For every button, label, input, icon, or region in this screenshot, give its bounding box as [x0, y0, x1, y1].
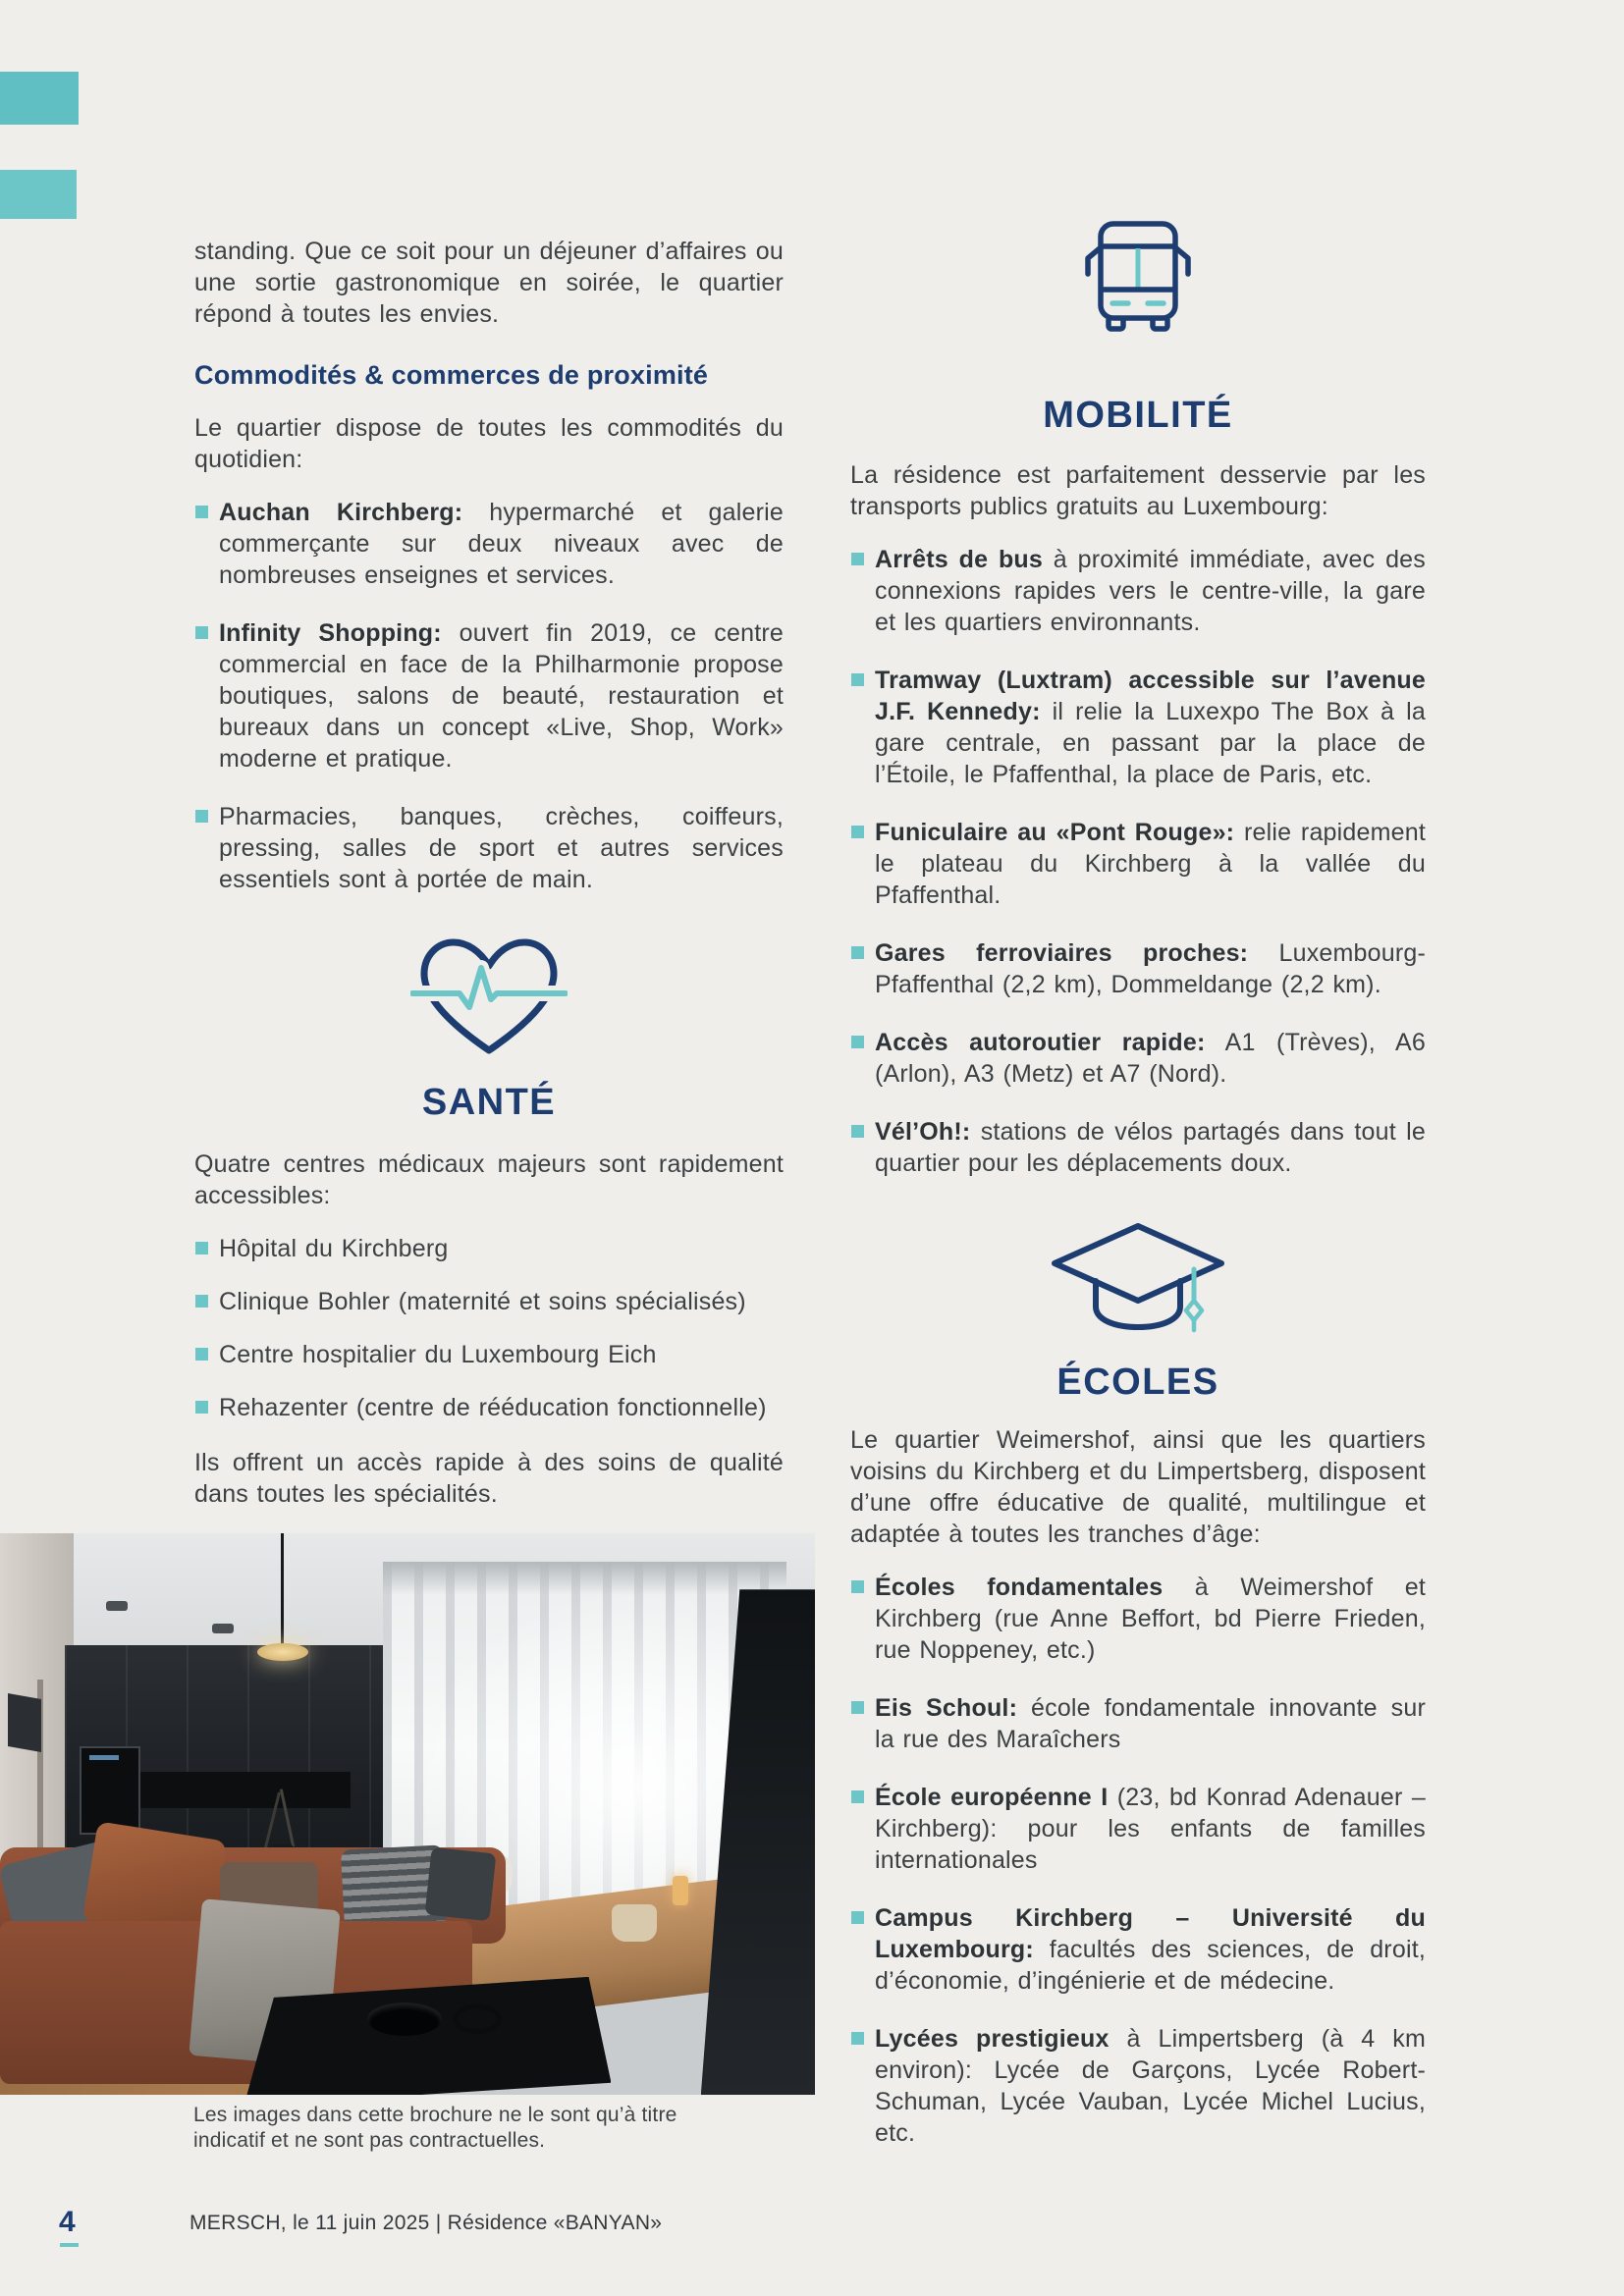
list-item: Campus Kirchberg – Université du Luxembourg: facultés des sciences, de droit, d’économie, d’ingénierie et de médecine.: [850, 1902, 1426, 1997]
sante-lead: Quatre centres médicaux majeurs sont rapidement accessibles:: [194, 1150, 784, 1209]
list-item: Lycées prestigieux à Limpertsberg (à 4 km environ): Lycée de Garçons, Lycée Robert-Schuman, Lycée Vauban, Lycée Michel Lucius, etc.: [850, 2023, 1426, 2149]
right-column: [850, 201, 1426, 2149]
list-item: Gares ferroviaires proches: Luxembourg-Pfaffenthal (2,2 km), Dommeldange (2,2 km).: [850, 937, 1426, 1000]
sante-list: [194, 1233, 784, 1423]
decor-bar-bottom: [0, 170, 77, 219]
sante-heading: SANTÉ: [421, 1082, 557, 1123]
list-item: Funiculaire au «Pont Rouge»: relie rapidement le plateau du Kirchberg à la vallée du Pfaffenthal.: [850, 817, 1426, 911]
commodites-heading: Commodités & commerces de proximité: [194, 360, 709, 390]
photo-bowl: [367, 2002, 442, 2036]
list-item: Auchan Kirchberg: hypermarché et galerie commerçante sur deux niveaux avec de nombreuses enseignes et services.: [194, 497, 784, 591]
list-item: Arrêts de bus à proximité immédiate, avec des connexions rapides vers le centre-ville, la gare et les quartiers environnants.: [850, 544, 1426, 638]
square-bullet-icon: [195, 506, 208, 518]
photo-pillow: [424, 1847, 496, 1921]
photo-spotlight: [212, 1624, 234, 1633]
heart-pulse-icon: [410, 931, 568, 1060]
list-item: Accès autoroutier rapide: A1 (Trèves), A6 (Arlon), A3 (Metz) et A7 (Nord).: [850, 1027, 1426, 1090]
photo-caption: Les images dans cette brochure ne le sont qu’à titre indicatif et ne sont pas contractuelles.: [193, 2104, 677, 2152]
square-bullet-icon: [851, 1911, 864, 1924]
square-bullet-icon: [195, 1242, 208, 1255]
list-item: École européenne I (23, bd Konrad Adenauer – Kirchberg): pour les enfants de familles internationales: [850, 1782, 1426, 1876]
sante-outro: Ils offrent un accès rapide à des soins de qualité dans toutes les spécialités.: [194, 1449, 784, 1508]
square-bullet-icon: [851, 553, 864, 565]
square-bullet-icon: [195, 1401, 208, 1414]
decor-bar-top: [0, 72, 79, 125]
commodites-list: [194, 497, 784, 895]
bus-icon: [1078, 218, 1198, 334]
interior-photo: [0, 1533, 815, 2095]
list-item: Rehazenter (centre de rééducation fonctionnelle): [194, 1392, 784, 1423]
ecoles-list: [850, 1572, 1426, 2149]
square-bullet-icon: [195, 626, 208, 639]
list-item: Écoles fondamentales à Weimershof et Kirchberg (rue Anne Beffort, bd Pierre Frieden, rue Noppeney, etc.): [850, 1572, 1426, 1666]
page-number-underline: [60, 2243, 79, 2247]
square-bullet-icon: [851, 673, 864, 686]
photo-pendant-lamp: [257, 1643, 308, 1661]
square-bullet-icon: [851, 1125, 864, 1138]
square-bullet-icon: [851, 1790, 864, 1803]
list-item: Hôpital du Kirchberg: [194, 1233, 784, 1264]
square-bullet-icon: [851, 1036, 864, 1048]
mobilite-list: [850, 544, 1426, 1179]
square-bullet-icon: [195, 1348, 208, 1361]
ecoles-heading: ÉCOLES: [1056, 1362, 1219, 1403]
photo-basket: [612, 1904, 657, 1942]
mobilite-lead: La résidence est parfaitement desservie par les transports publics gratuits au Luxembourg:: [850, 461, 1426, 520]
photo-candle-lamp: [673, 1876, 688, 1905]
square-bullet-icon: [851, 2032, 864, 2045]
square-bullet-icon: [851, 1701, 864, 1714]
square-bullet-icon: [851, 946, 864, 959]
left-column: [194, 236, 784, 1510]
list-item: Clinique Bohler (maternité et soins spécialisés): [194, 1286, 784, 1317]
mobilite-icon-block: [850, 201, 1426, 334]
list-item: Tramway (Luxtram) accessible sur l’avenue J.F. Kennedy: il relie la Luxexpo The Box à la gare centrale, en passant par la place de l’Étoile, le Pfaffenthal, la place de Paris, etc.: [850, 665, 1426, 790]
ecoles-icon-block: [850, 1218, 1426, 1338]
photo-spotlight: [106, 1601, 128, 1611]
list-item: Vél’Oh!: stations de vélos partagés dans tout le quartier pour les déplacements doux.: [850, 1116, 1426, 1179]
graduation-cap-icon: [1045, 1218, 1231, 1338]
square-bullet-icon: [195, 810, 208, 823]
square-bullet-icon: [851, 1580, 864, 1593]
square-bullet-icon: [195, 1295, 208, 1308]
photo-pendant-cord: [281, 1533, 284, 1645]
photo-oven-display: [89, 1755, 119, 1760]
page-number: 4: [59, 2206, 76, 2238]
ecoles-lead: Le quartier Weimershof, ainsi que les quartiers voisins du Kirchberg et du Limpertsberg, disposent d’une offre éducative de qualité, multilingue et adaptée à toutes les tranches d’âge:: [850, 1426, 1426, 1548]
list-item: Eis Schoul: école fondamentale innovante sur la rue des Maraîchers: [850, 1692, 1426, 1755]
photo-wall-speaker: [8, 1693, 41, 1752]
intro-paragraph: standing. Que ce soit pour un déjeuner d’affaires ou une sortie gastronomique en soirée, le quartier répond à toutes les envies.: [194, 238, 784, 328]
list-item: Infinity Shopping: ouvert fin 2019, ce centre commercial en face de la Philharmonie propose boutiques, salons de beauté, restauration et bureaux dans un concept «Live, Shop, Work» moderne et pratique.: [194, 617, 784, 774]
list-item: Pharmacies, banques, crèches, coiffeurs, pressing, salles de sport et autres services essentiels sont à portée de main.: [194, 801, 784, 895]
sante-icon-block: [194, 931, 784, 1060]
commodites-lead: Le quartier dispose de toutes les commodités du quotidien:: [194, 414, 784, 473]
list-item: Centre hospitalier du Luxembourg Eich: [194, 1339, 784, 1370]
footer-text: MERSCH, le 11 juin 2025 | Résidence «BANYAN»: [189, 2212, 663, 2234]
mobilite-heading: MOBILITÉ: [1043, 395, 1233, 436]
photo-curtain-rod: [383, 1562, 786, 1595]
square-bullet-icon: [851, 826, 864, 838]
